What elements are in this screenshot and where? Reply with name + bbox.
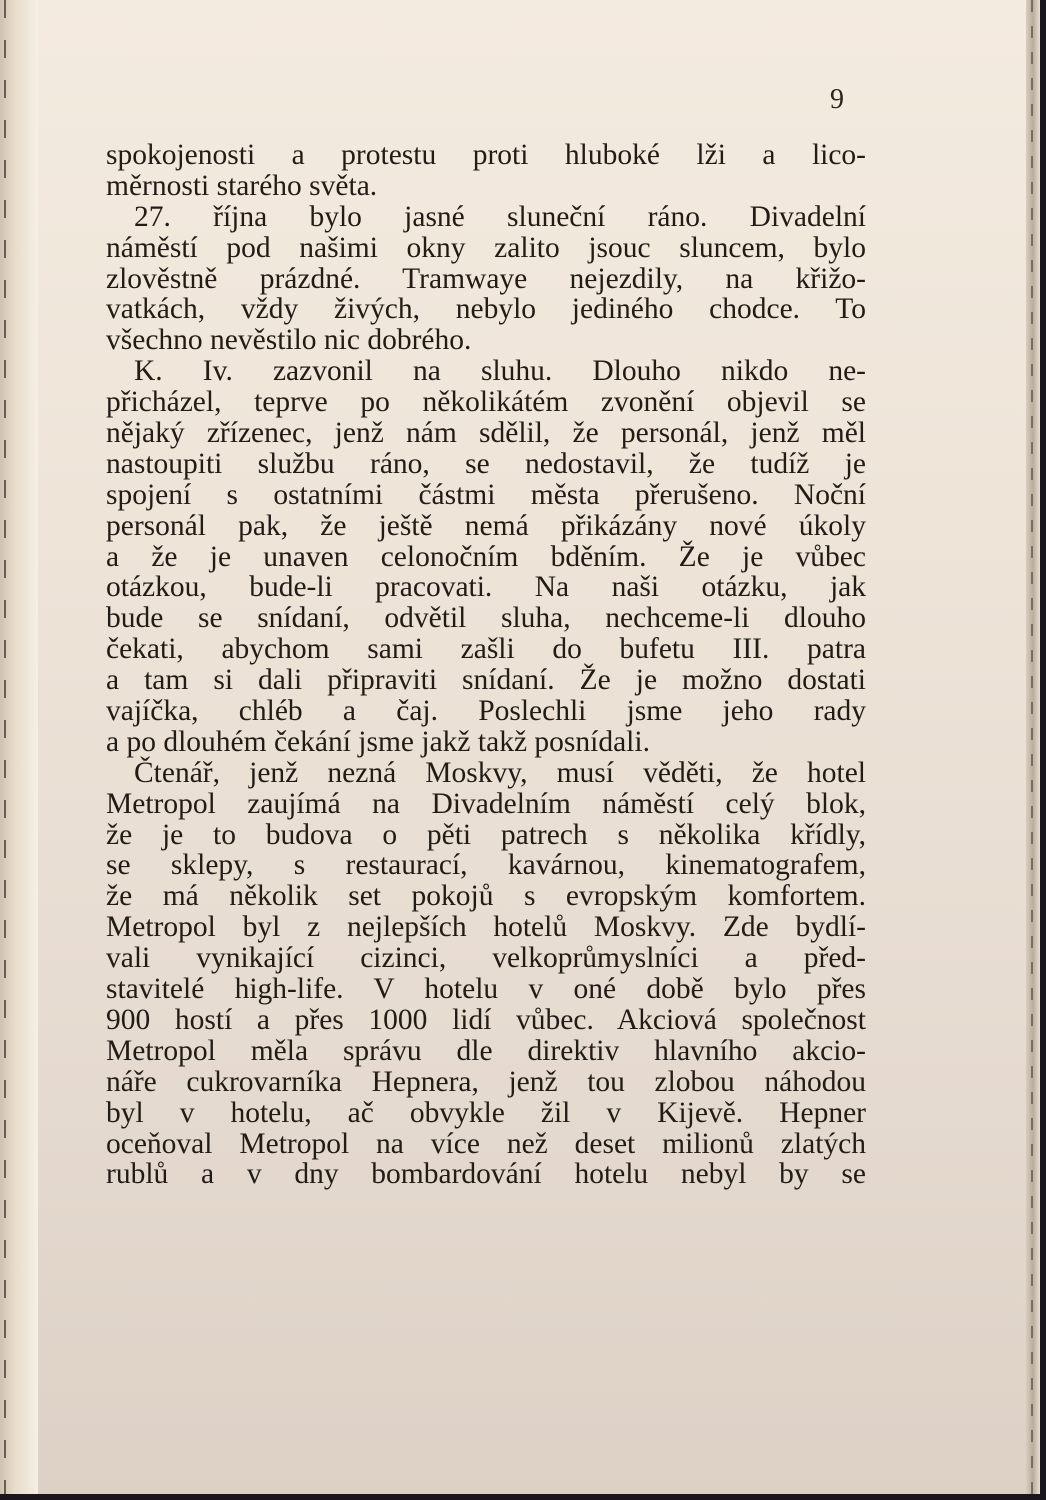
text-line: a tam si dali připraviti snídaní. Že je možno dostati: [106, 664, 866, 697]
text-line: Metropol zaujímá na Divadelním náměstí celý blok,: [106, 787, 866, 820]
text-line: vajíčka, chléb a čaj. Poslechli jsme jeho rady: [106, 695, 866, 728]
text-line: náměstí pod našimi okny zalito jsouc sluncem, bylo: [106, 231, 866, 264]
text-line: rublů a v dny bombardování hotelu nebyl by se: [106, 1158, 866, 1191]
binding-stitch: [4, 0, 6, 1494]
text-line: náře cukrovarníka Hepnera, jenž tou zlobou náhodou: [106, 1065, 866, 1098]
text-line: bude se snídaní, odvětil sluha, nechceme-li dlouho: [106, 602, 866, 635]
page-edge: [1026, 0, 1040, 1494]
text-line: stavitelé high-life. V hotelu v oné době bylo přes: [106, 973, 866, 1006]
text-line: přicházel, teprve po několikátém zvonění objevil se: [106, 386, 866, 419]
text-line: personál pak, že ještě nemá přikázány nové úkoly: [106, 509, 866, 542]
text-line: vali vynikající cizinci, velkoprůmyslníci a před-: [106, 942, 866, 975]
text-line: nějaký zřízenec, jenž nám sdělil, že personál, jenž měl: [106, 417, 866, 450]
page-number: 9: [830, 84, 844, 115]
text-line: otázkou, bude-li pracovati. Na naši otázku, jak: [106, 571, 866, 604]
body-text: [106, 140, 866, 1190]
text-line: oceňoval Metropol na více než deset milionů zlatých: [106, 1127, 866, 1160]
text-line: a po dlouhém čekání jsme jakž takž posnídali.: [106, 725, 650, 758]
text-line: Čtenář, jenž nezná Moskvy, musí věděti, že hotel: [134, 756, 866, 789]
page-edge-stitch: [1031, 0, 1033, 1494]
paragraph: [106, 758, 866, 1190]
text-line: Metropol měla správu dle direktiv hlavního akcio-: [106, 1034, 866, 1067]
text-line: Metropol byl z nejlepších hotelů Moskvy. Zde bydlí-: [106, 911, 866, 944]
text-line: spojení s ostatními částmi města přerušeno. Noční: [106, 478, 866, 511]
paragraph: [106, 140, 866, 202]
text-line: nastoupiti službu ráno, se nedostavil, že tudíž je: [106, 447, 866, 480]
text-line: spokojenosti a protestu proti hluboké lži a lico-: [106, 139, 866, 171]
text-line: 27. října bylo jasné sluneční ráno. Divadelní: [134, 200, 866, 233]
paragraph: [106, 202, 866, 356]
text-line: měrnosti starého světa.: [106, 169, 378, 202]
text-line: zlověstně prázdné. Tramwaye nejezdily, na křižo-: [106, 262, 866, 295]
text-line: K. Iv. zazvonil na sluhu. Dlouho nikdo ne-: [134, 355, 866, 388]
paragraph: [106, 356, 866, 758]
text-line: všechno nevěstilo nic dobrého.: [106, 324, 472, 357]
text-line: že je to budova o pěti patrech s několika křídly,: [106, 818, 866, 851]
text-line: a že je unaven celonočním bděním. Že je vůbec: [106, 540, 866, 573]
text-line: 900 hostí a přes 1000 lidí vůbec. Akciová společnost: [106, 1003, 866, 1036]
text-line: že má několik set pokojů s evropským komfortem.: [106, 880, 866, 913]
binding-gutter: [0, 0, 38, 1494]
text-line: se sklepy, s restaurací, kavárnou, kinematografem,: [106, 849, 866, 882]
text-line: čekati, abychom sami zašli do bufetu III. patra: [106, 633, 866, 666]
text-line: byl v hotelu, ač obvykle žil v Kijevě. Hepner: [106, 1096, 866, 1129]
text-line: vatkách, vždy živých, nebylo jediného chodce. To: [106, 293, 866, 326]
